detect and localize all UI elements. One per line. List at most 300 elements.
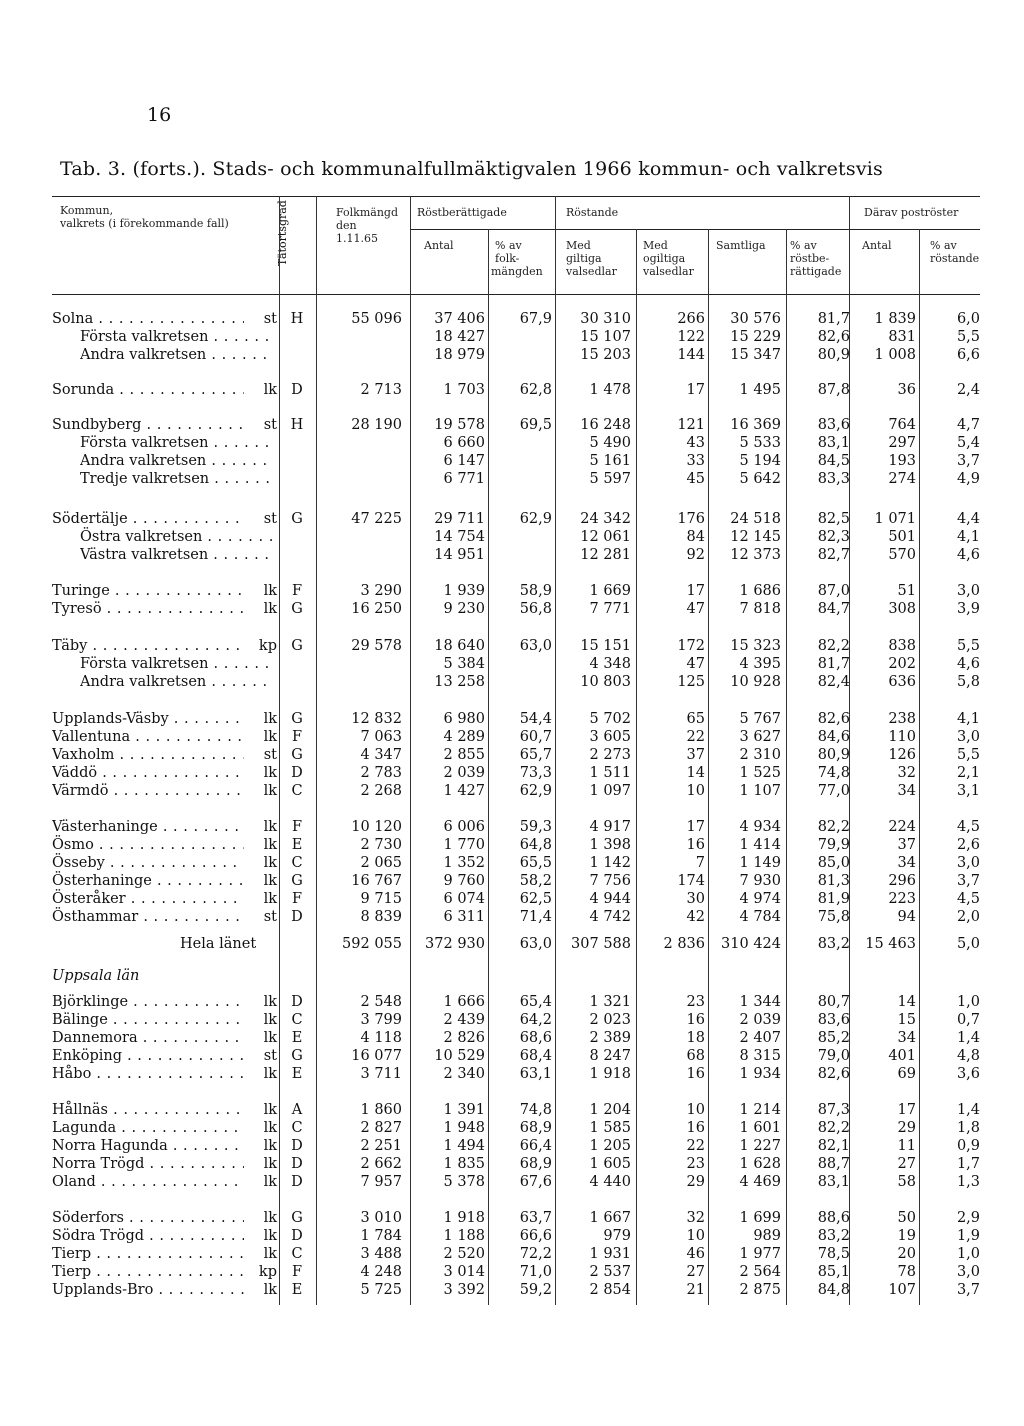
- cell-samtliga: 1 495: [739, 382, 781, 398]
- row-name: Solna . . .: [52, 309, 274, 329]
- cell-ogiltiga: 172: [677, 638, 705, 654]
- cell-pct-rostberattigade: 74,8: [817, 765, 850, 781]
- cell-postroster-pct: 2,1: [956, 765, 980, 781]
- cell-pct-rostberattigade: 80,9: [817, 347, 850, 363]
- cell-postroster-antal: 27: [897, 1156, 916, 1172]
- cell-samtliga: 24 518: [730, 511, 781, 527]
- cell-postroster-pct: 5,4: [956, 435, 980, 451]
- cell-rostberattigade-pct: 68,4: [519, 1048, 552, 1064]
- cell-giltiga: 2 854: [589, 1282, 631, 1298]
- cell-postroster-pct: 2,9: [956, 1210, 980, 1226]
- row-tatortsgrad: G: [291, 511, 303, 527]
- row-name: Hela länet: [180, 936, 257, 952]
- row-name: Västerhaninge . . .: [52, 817, 274, 837]
- header-tatortsgrad: Tätortsgrad: [276, 200, 289, 266]
- cell-rostberattigade-pct: 74,8: [519, 1102, 552, 1118]
- header-varav: Därav poströster: [864, 206, 959, 219]
- cell-ogiltiga: 174: [677, 873, 705, 889]
- row-name: Vallentuna . . .: [52, 727, 274, 747]
- row-tatortsgrad: E: [291, 1066, 303, 1082]
- table-row: [0, 835, 1024, 855]
- cell-folkmangd: 2 662: [360, 1156, 402, 1172]
- cell-pct-rostberattigade: 79,9: [817, 837, 850, 853]
- cell-rostberattigade-antal: 1 918: [443, 1210, 485, 1226]
- cell-rostberattigade-antal: 9 230: [443, 601, 485, 617]
- cell-rostberattigade-antal: 6 006: [443, 819, 485, 835]
- cell-ogiltiga: 46: [686, 1246, 705, 1262]
- row-tatortsgrad: F: [291, 1264, 303, 1280]
- cell-pct-rostberattigade: 85,0: [817, 855, 850, 871]
- cell-folkmangd: 4 248: [360, 1264, 402, 1280]
- cell-folkmangd: 12 832: [351, 711, 402, 727]
- cell-rostberattigade-antal: 372 930: [425, 936, 485, 952]
- cell-pct-rostberattigade: 83,1: [817, 1174, 850, 1190]
- header-pct-folk: % av: [495, 239, 522, 252]
- cell-samtliga: 1 977: [739, 1246, 781, 1262]
- cell-rostberattigade-antal: 3 392: [443, 1282, 485, 1298]
- rule: [410, 229, 555, 230]
- row-name: Första valkretsen . . .: [80, 654, 274, 674]
- cell-ogiltiga: 42: [686, 909, 705, 925]
- row-tatortsgrad: F: [291, 891, 303, 907]
- cell-ogiltiga: 18: [686, 1030, 705, 1046]
- cell-rostberattigade-pct: 60,7: [519, 729, 552, 745]
- cell-ogiltiga: 37: [686, 747, 705, 763]
- cell-folkmangd: 3 711: [360, 1066, 402, 1082]
- cell-samtliga: 1 414: [739, 837, 781, 853]
- cell-postroster-antal: 1 008: [874, 347, 916, 363]
- cell-pct-rostberattigade: 83,3: [817, 471, 850, 487]
- table-row: [0, 727, 1024, 747]
- table-row: [0, 509, 1024, 529]
- table-row: [0, 817, 1024, 837]
- cell-rostberattigade-pct: 71,0: [519, 1264, 552, 1280]
- table-row: [0, 1136, 1024, 1156]
- cell-samtliga: 1 525: [739, 765, 781, 781]
- cell-postroster-pct: 4,5: [956, 891, 980, 907]
- row-type: lk: [244, 1226, 277, 1246]
- header-giltiga: Med: [566, 239, 591, 252]
- cell-samtliga: 4 469: [739, 1174, 781, 1190]
- row-name: Östra valkretsen . . .: [80, 527, 274, 547]
- row-name: Täby . . .: [52, 636, 274, 656]
- cell-giltiga: 5 597: [589, 471, 631, 487]
- cell-postroster-antal: 202: [888, 656, 916, 672]
- cell-postroster-pct: 3,0: [956, 583, 980, 599]
- cell-samtliga: 2 407: [739, 1030, 781, 1046]
- cell-rostberattigade-antal: 37 406: [434, 311, 485, 327]
- table-row: [0, 581, 1024, 601]
- cell-postroster-antal: 831: [888, 329, 916, 345]
- cell-pct-rostberattigade: 80,7: [817, 994, 850, 1010]
- cell-samtliga: 2 875: [739, 1282, 781, 1298]
- row-type: lk: [244, 1154, 277, 1174]
- cell-rostberattigade-pct: 64,2: [519, 1012, 552, 1028]
- cell-folkmangd: 2 713: [360, 382, 402, 398]
- cell-ogiltiga: 29: [686, 1174, 705, 1190]
- row-name: Söderfors . . .: [52, 1208, 274, 1228]
- cell-postroster-antal: 193: [888, 453, 916, 469]
- cell-pct-rostberattigade: 84,6: [817, 729, 850, 745]
- cell-folkmangd: 3 010: [360, 1210, 402, 1226]
- cell-giltiga: 4 917: [589, 819, 631, 835]
- header-samtliga: Samtliga: [716, 239, 766, 252]
- row-name: Björklinge . . .: [52, 992, 274, 1012]
- cell-folkmangd: 16 250: [351, 601, 402, 617]
- cell-postroster-pct: 2,4: [956, 382, 980, 398]
- rule: [52, 196, 980, 197]
- cell-giltiga: 5 161: [589, 453, 631, 469]
- table-row: [0, 992, 1024, 1012]
- cell-rostberattigade-antal: 5 378: [443, 1174, 485, 1190]
- cell-postroster-antal: 274: [888, 471, 916, 487]
- cell-ogiltiga: 176: [677, 511, 705, 527]
- cell-ogiltiga: 21: [686, 1282, 705, 1298]
- cell-folkmangd: 16 767: [351, 873, 402, 889]
- cell-rostberattigade-pct: 71,4: [519, 909, 552, 925]
- cell-giltiga: 7 771: [589, 601, 631, 617]
- cell-postroster-antal: 296: [888, 873, 916, 889]
- cell-rostberattigade-pct: 65,5: [519, 855, 552, 871]
- cell-rostberattigade-antal: 1 391: [443, 1102, 485, 1118]
- cell-rostberattigade-pct: 63,0: [519, 936, 552, 952]
- cell-rostberattigade-pct: 63,1: [519, 1066, 552, 1082]
- cell-giltiga: 1 669: [589, 583, 631, 599]
- cell-giltiga: 2 537: [589, 1264, 631, 1280]
- cell-postroster-pct: 6,6: [956, 347, 980, 363]
- header-pct-rost-3: rättigade: [790, 265, 842, 278]
- cell-ogiltiga: 84: [686, 529, 705, 545]
- cell-rostberattigade-antal: 1 939: [443, 583, 485, 599]
- cell-postroster-antal: 570: [888, 547, 916, 563]
- cell-pct-rostberattigade: 75,8: [817, 909, 850, 925]
- table-row: [0, 1280, 1024, 1300]
- cell-samtliga: 4 784: [739, 909, 781, 925]
- header-ogiltiga: Med: [643, 239, 668, 252]
- cell-folkmangd: 2 268: [360, 783, 402, 799]
- table-row: [0, 599, 1024, 619]
- cell-postroster-pct: 1,4: [956, 1030, 980, 1046]
- cell-pct-rostberattigade: 82,1: [817, 1138, 850, 1154]
- cell-samtliga: 7 818: [739, 601, 781, 617]
- header-pct-rost-2: röstbe-: [790, 252, 830, 265]
- cell-postroster-pct: 4,5: [956, 819, 980, 835]
- cell-rostberattigade-antal: 1 703: [443, 382, 485, 398]
- row-name: Värmdö . . .: [52, 781, 274, 801]
- page-number: 16: [147, 104, 172, 126]
- cell-postroster-pct: 1,8: [956, 1120, 980, 1136]
- table-row: [0, 745, 1024, 765]
- table-row: [0, 1046, 1024, 1066]
- cell-ogiltiga: 43: [686, 435, 705, 451]
- cell-postroster-pct: 3,0: [956, 729, 980, 745]
- row-name: Ösmo . . .: [52, 835, 274, 855]
- cell-samtliga: 1 227: [739, 1138, 781, 1154]
- row-name: Österhaninge . . .: [52, 871, 274, 891]
- cell-postroster-antal: 17: [897, 1102, 916, 1118]
- cell-giltiga: 2 389: [589, 1030, 631, 1046]
- row-type: kp: [244, 636, 277, 656]
- cell-postroster-antal: 19: [897, 1228, 916, 1244]
- cell-rostberattigade-pct: 68,9: [519, 1120, 552, 1136]
- cell-giltiga: 1 478: [589, 382, 631, 398]
- cell-postroster-antal: 224: [888, 819, 916, 835]
- cell-rostberattigade-antal: 19 578: [434, 417, 485, 433]
- cell-pct-rostberattigade: 81,7: [817, 311, 850, 327]
- cell-giltiga: 1 511: [589, 765, 631, 781]
- cell-rostberattigade-antal: 14 754: [434, 529, 485, 545]
- row-name: Andra valkretsen . . .: [80, 345, 274, 365]
- cell-postroster-antal: 11: [897, 1138, 916, 1154]
- cell-rostberattigade-pct: 62,9: [519, 783, 552, 799]
- cell-pct-rostberattigade: 82,4: [817, 674, 850, 690]
- row-tatortsgrad: C: [291, 1246, 303, 1262]
- cell-rostberattigade-pct: 63,7: [519, 1210, 552, 1226]
- cell-ogiltiga: 27: [686, 1264, 705, 1280]
- table-row: [0, 1010, 1024, 1030]
- cell-ogiltiga: 144: [677, 347, 705, 363]
- cell-rostberattigade-antal: 5 384: [443, 656, 485, 672]
- cell-rostberattigade-antal: 18 640: [434, 638, 485, 654]
- row-type: st: [244, 1046, 277, 1066]
- cell-postroster-pct: 3,0: [956, 855, 980, 871]
- table-row: [0, 871, 1024, 891]
- table-title: Tab. 3. (forts.). Stads- och kommunalfullmäktigvalen 1966 kommun- och valkretsvis: [60, 158, 883, 180]
- table-row: [0, 853, 1024, 873]
- row-name: Turinge . . .: [52, 581, 274, 601]
- row-tatortsgrad: H: [290, 311, 304, 327]
- cell-rostberattigade-antal: 6 980: [443, 711, 485, 727]
- cell-pct-rostberattigade: 82,2: [817, 638, 850, 654]
- table-row: [0, 672, 1024, 692]
- cell-giltiga: 1 321: [589, 994, 631, 1010]
- cell-giltiga: 15 107: [580, 329, 631, 345]
- cell-postroster-antal: 34: [897, 1030, 916, 1046]
- cell-pct-rostberattigade: 80,9: [817, 747, 850, 763]
- row-tatortsgrad: A: [291, 1102, 303, 1118]
- cell-rostberattigade-antal: 1 188: [443, 1228, 485, 1244]
- cell-postroster-pct: 5,5: [956, 638, 980, 654]
- cell-giltiga: 2 273: [589, 747, 631, 763]
- cell-pct-rostberattigade: 84,7: [817, 601, 850, 617]
- rule: [52, 294, 980, 295]
- row-name: Väddö . . .: [52, 763, 274, 783]
- cell-rostberattigade-antal: 1 770: [443, 837, 485, 853]
- cell-ogiltiga: 16: [686, 1066, 705, 1082]
- cell-samtliga: 8 315: [739, 1048, 781, 1064]
- row-type: lk: [244, 1280, 277, 1300]
- cell-rostberattigade-pct: 66,6: [519, 1228, 552, 1244]
- row-tatortsgrad: G: [291, 711, 303, 727]
- cell-giltiga: 1 204: [589, 1102, 631, 1118]
- table-row: [0, 1208, 1024, 1228]
- cell-pct-rostberattigade: 87,0: [817, 583, 850, 599]
- cell-postroster-pct: 3,6: [956, 1066, 980, 1082]
- cell-postroster-pct: 4,1: [956, 529, 980, 545]
- cell-pct-rostberattigade: 83,6: [817, 417, 850, 433]
- cell-giltiga: 24 342: [580, 511, 631, 527]
- cell-postroster-pct: 5,0: [956, 936, 980, 952]
- cell-rostberattigade-pct: 73,3: [519, 765, 552, 781]
- header-folkmangd: Folkmängd: [336, 206, 398, 219]
- cell-ogiltiga: 30: [686, 891, 705, 907]
- cell-rostberattigade-antal: 2 855: [443, 747, 485, 763]
- cell-pct-rostberattigade: 87,3: [817, 1102, 850, 1118]
- cell-giltiga: 1 931: [589, 1246, 631, 1262]
- cell-samtliga: 1 686: [739, 583, 781, 599]
- cell-rostberattigade-pct: 62,8: [519, 382, 552, 398]
- row-type: lk: [244, 1244, 277, 1264]
- row-tatortsgrad: D: [291, 909, 303, 925]
- row-name: Dannemora . . .: [52, 1028, 274, 1048]
- cell-postroster-pct: 1,4: [956, 1102, 980, 1118]
- cell-folkmangd: 2 251: [360, 1138, 402, 1154]
- cell-rostberattigade-pct: 62,9: [519, 511, 552, 527]
- cell-samtliga: 1 699: [739, 1210, 781, 1226]
- table-row: [0, 433, 1024, 453]
- cell-rostberattigade-antal: 1 948: [443, 1120, 485, 1136]
- cell-giltiga: 1 667: [589, 1210, 631, 1226]
- cell-ogiltiga: 17: [686, 819, 705, 835]
- cell-postroster-antal: 107: [888, 1282, 916, 1298]
- row-name: Sorunda . . .: [52, 380, 274, 400]
- cell-folkmangd: 10 120: [351, 819, 402, 835]
- row-tatortsgrad: C: [291, 1012, 303, 1028]
- cell-samtliga: 4 974: [739, 891, 781, 907]
- row-tatortsgrad: D: [291, 1174, 303, 1190]
- table-row: [0, 1064, 1024, 1084]
- row-name: Första valkretsen . . .: [80, 433, 274, 453]
- cell-rostberattigade-pct: 66,4: [519, 1138, 552, 1154]
- cell-giltiga: 979: [603, 1228, 631, 1244]
- cell-postroster-antal: 15: [897, 1012, 916, 1028]
- row-type: lk: [244, 709, 277, 729]
- section-heading: [0, 966, 1024, 986]
- cell-pct-rostberattigade: 82,2: [817, 819, 850, 835]
- cell-samtliga: 12 145: [730, 529, 781, 545]
- cell-rostberattigade-antal: 14 951: [434, 547, 485, 563]
- cell-ogiltiga: 23: [686, 994, 705, 1010]
- cell-ogiltiga: 22: [686, 1138, 705, 1154]
- cell-ogiltiga: 16: [686, 837, 705, 853]
- cell-ogiltiga: 45: [686, 471, 705, 487]
- cell-rostberattigade-pct: 64,8: [519, 837, 552, 853]
- cell-postroster-pct: 4,7: [956, 417, 980, 433]
- cell-postroster-antal: 94: [897, 909, 916, 925]
- cell-postroster-antal: 14: [897, 994, 916, 1010]
- cell-samtliga: 5 767: [739, 711, 781, 727]
- cell-rostberattigade-antal: 1 494: [443, 1138, 485, 1154]
- cell-postroster-antal: 34: [897, 855, 916, 871]
- cell-ogiltiga: 22: [686, 729, 705, 745]
- cell-folkmangd: 47 225: [351, 511, 402, 527]
- cell-postroster-antal: 51: [897, 583, 916, 599]
- row-name: Tierp . . .: [52, 1262, 274, 1282]
- cell-postroster-antal: 78: [897, 1264, 916, 1280]
- header-pct-folk-3: mängden: [491, 265, 543, 278]
- cell-samtliga: 7 930: [739, 873, 781, 889]
- cell-samtliga: 30 576: [730, 311, 781, 327]
- cell-postroster-antal: 32: [897, 765, 916, 781]
- row-type: lk: [244, 1172, 277, 1192]
- cell-ogiltiga: 92: [686, 547, 705, 563]
- row-tatortsgrad: G: [291, 1210, 303, 1226]
- cell-rostberattigade-antal: 2 340: [443, 1066, 485, 1082]
- cell-ogiltiga: 121: [677, 417, 705, 433]
- cell-folkmangd: 1 784: [360, 1228, 402, 1244]
- table-row: [0, 1118, 1024, 1138]
- cell-folkmangd: 29 578: [351, 638, 402, 654]
- cell-ogiltiga: 23: [686, 1156, 705, 1172]
- row-name: Norra Hagunda . . .: [52, 1136, 274, 1156]
- cell-samtliga: 5 533: [739, 435, 781, 451]
- row-name: Lagunda . . .: [52, 1118, 274, 1138]
- cell-rostberattigade-pct: 69,5: [519, 417, 552, 433]
- row-type: lk: [244, 727, 277, 747]
- cell-pct-rostberattigade: 83,2: [817, 1228, 850, 1244]
- cell-samtliga: 4 395: [739, 656, 781, 672]
- row-type: st: [244, 745, 277, 765]
- cell-pct-rostberattigade: 82,2: [817, 1120, 850, 1136]
- row-name: Tredje valkretsen . . .: [80, 469, 274, 489]
- cell-postroster-pct: 4,9: [956, 471, 980, 487]
- table-row: [0, 327, 1024, 347]
- row-name: Sundbyberg . . .: [52, 415, 274, 435]
- row-name: Östhammar . . .: [52, 907, 274, 927]
- cell-samtliga: 2 310: [739, 747, 781, 763]
- row-name: Oland . . .: [52, 1172, 274, 1192]
- cell-postroster-antal: 37: [897, 837, 916, 853]
- row-tatortsgrad: H: [290, 417, 304, 433]
- cell-postroster-pct: 6,0: [956, 311, 980, 327]
- cell-postroster-antal: 501: [888, 529, 916, 545]
- row-tatortsgrad: D: [291, 1138, 303, 1154]
- cell-rostberattigade-pct: 67,9: [519, 311, 552, 327]
- cell-rostberattigade-antal: 2 439: [443, 1012, 485, 1028]
- cell-giltiga: 5 490: [589, 435, 631, 451]
- cell-rostberattigade-pct: 65,7: [519, 747, 552, 763]
- row-name: Österåker . . .: [52, 889, 274, 909]
- cell-postroster-pct: 1,0: [956, 994, 980, 1010]
- cell-rostberattigade-antal: 4 289: [443, 729, 485, 745]
- row-name: Enköping . . .: [52, 1046, 274, 1066]
- cell-samtliga: 5 194: [739, 453, 781, 469]
- cell-postroster-antal: 110: [888, 729, 916, 745]
- header-rostande: Röstande: [566, 206, 619, 219]
- cell-rostberattigade-antal: 1 835: [443, 1156, 485, 1172]
- cell-folkmangd: 592 055: [342, 936, 402, 952]
- row-name: Södertälje . . .: [52, 509, 274, 529]
- cell-pct-rostberattigade: 78,5: [817, 1246, 850, 1262]
- cell-folkmangd: 7 957: [360, 1174, 402, 1190]
- table-row: [0, 527, 1024, 547]
- cell-postroster-pct: 1,9: [956, 1228, 980, 1244]
- row-tatortsgrad: D: [291, 1156, 303, 1172]
- cell-giltiga: 30 310: [580, 311, 631, 327]
- cell-postroster-antal: 1 071: [874, 511, 916, 527]
- cell-giltiga: 4 440: [589, 1174, 631, 1190]
- row-tatortsgrad: C: [291, 855, 303, 871]
- cell-ogiltiga: 14: [686, 765, 705, 781]
- row-type: lk: [244, 817, 277, 837]
- cell-rostberattigade-antal: 9 760: [443, 873, 485, 889]
- cell-postroster-antal: 69: [897, 1066, 916, 1082]
- row-tatortsgrad: G: [291, 1048, 303, 1064]
- cell-giltiga: 7 756: [589, 873, 631, 889]
- cell-ogiltiga: 17: [686, 382, 705, 398]
- table-row: [0, 1226, 1024, 1246]
- cell-folkmangd: 55 096: [351, 311, 402, 327]
